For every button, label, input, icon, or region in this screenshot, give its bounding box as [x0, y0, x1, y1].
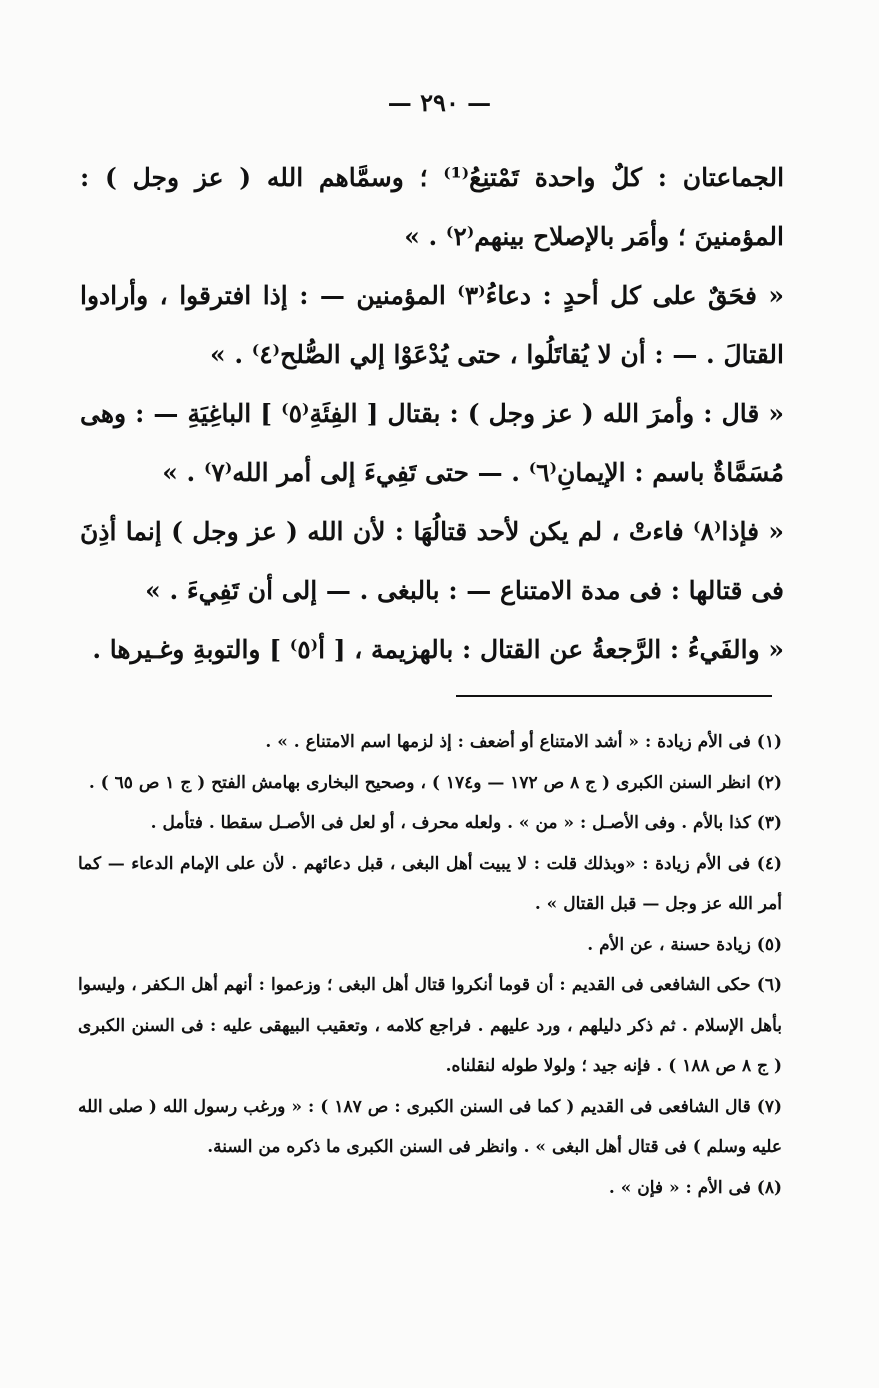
footnote: (٧) قال الشافعى فى القديم ( كما فى السنن الكبرى : ص ١٨٧ ) : « ورغب رسول الله ( صلى الله عليه وسلم ) فى قتال أهل البغى » . وانظر فى السنن الكبرى ما ذكره من السنة. — [78, 1096, 782, 1157]
footnote: (٥) زيادة حسنة ، عن الأم . — [587, 934, 782, 955]
main-paragraph: « قال : وأمرَ الله ( عز وجل ) : بقتال [ الفِئَةِ⁽٥⁾ ] الباغِيَةِ — : وهى مُسَمَّاةٌ باسم : الإيمانِ⁽٦⁾ . — حتى تَفِيءَ إلى أمر الله⁽٧⁾ . » — [80, 399, 784, 487]
footnote-separator — [456, 695, 772, 697]
main-paragraph: « فحَقٌ على كل أحدٍ : دعاءُ⁽٣⁾ المؤمنين — : إذا افترقوا ، وأرادوا القتالَ . — : أن لا يُقاتَلُوا ، حتى يُدْعَوْا إلي الصُّلح⁽٤⁾ . » — [80, 281, 784, 369]
footnote: (٢) انظر السنن الكبرى ( ج ٨ ص ١٧٢ — و١٧٤ ) ، وصحيح البخارى بهامش الفتح ( ج ١ ص ٦٥ ) . — [88, 772, 782, 793]
main-paragraph: « فإذا⁽٨⁾ فاءتْ ، لم يكن لأحد قتالُهَا : لأن الله ( عز وجل ) إنما أذِنَ فى قتالها : فى مدة الامتناع — : بالبغى . — إلى أن تَفِيءَ . » — [80, 517, 785, 605]
page-number: — ٢٩٠ — — [387, 88, 492, 117]
main-text — [80, 148, 784, 679]
footnote: (٦) حكى الشافعى فى القديم : أن قوما أنكروا قتال أهل البغى ؛ وزعموا : أنهم أهل الـكفر ، وليسوا بأهل الإسلام . ثم ذكر دليلهم ، ورد عليهم . فراجع كلامه ، وتعقيب البيهقى عليه : فى السنن الكبرى ( ج ٨ ص ١٨٨ ) . فإنه جيد ؛ ولولا طوله لنقلناه. — [78, 975, 782, 1076]
footnote: (١) فى الأم زيادة : « أشد الامتناع أو أضعف : إذ لزمها اسم الامتناع . » . — [265, 732, 782, 752]
footnote: (٨) فى الأم : « فإن » . — [608, 1177, 782, 1198]
footnote: (٣) كذا بالأم . وفى الأصـل : « من » . ولعله محرف ، أو لعل فى الأصـل سقطا . فتأمل . — [150, 813, 782, 833]
footnotes — [78, 722, 782, 1208]
main-paragraph: الجماعتان : كلٌ واحدة تَمْتنِعُ⁽¹⁾ ؛ وسمَّاهم الله ( عز وجل ) : المؤمنينَ ؛ وأمَر بالإصلاح بينهم⁽٢⁾ . » — [80, 163, 785, 251]
footnote: (٤) فى الأم زيادة : «وبذلك قلت : لا يبيت أهل البغى ، قبل دعائهم . لأن على الإمام الدعاء — كما أمر الله عز وجل — قبل القتال » . — [78, 853, 782, 914]
main-paragraph: « والفَيءُ : الرَّجعةُ عن القتال : بالهزيمة ، [ أ⁽٥⁾ ] والتوبةِ وغـيرها . — [92, 635, 784, 664]
